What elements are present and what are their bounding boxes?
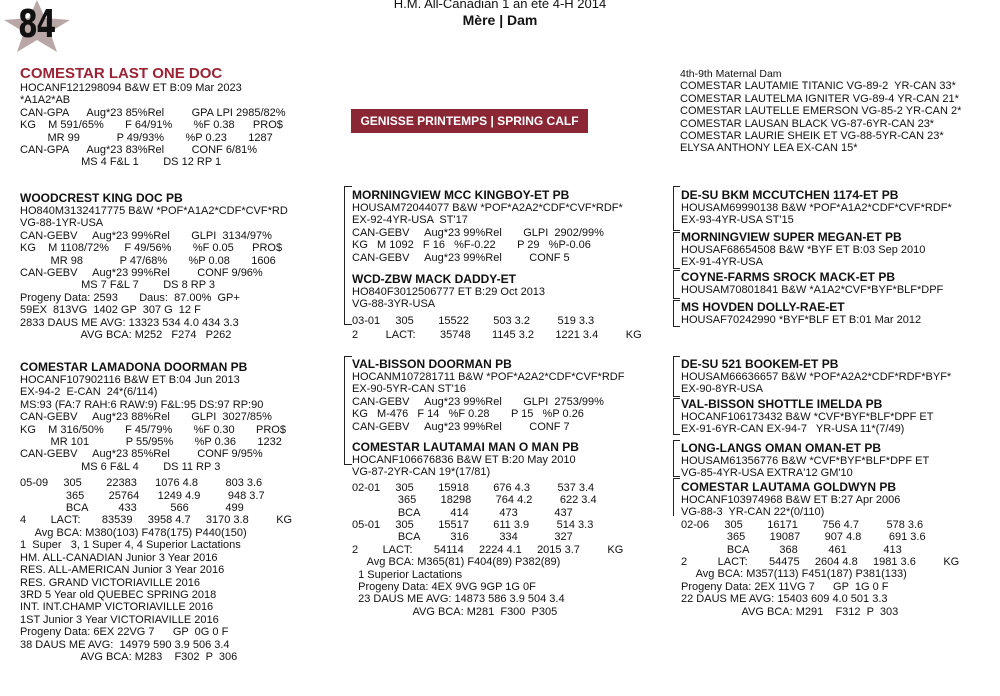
ancestor-name: MS HOVDEN DOLLY-RAE-ET	[681, 300, 845, 314]
dam-line: BCA 433 566 499	[20, 502, 244, 515]
pedigree-line: 03-01 305 15522 503 3.2 519 3.3	[352, 314, 595, 327]
maternal-line: COMESTAR LAUTELLE EMERSON VG-85-2 YR-CAN 2*	[680, 105, 962, 118]
dam-line: Avg BCA: M380(103) F478(175) P440(150)	[20, 526, 247, 539]
dam-line: Progeny Data: 6EX 22VG 7 GP 0G 0 F	[20, 626, 229, 639]
ancestor-name: MORNINGVIEW SUPER MEGAN-ET PB	[681, 230, 902, 244]
sire-line: HO840M3132417775 B&W *POF*A1A2*CDF*CVF*RD	[20, 205, 288, 217]
pedigree-line: BCA 368 461 413	[681, 543, 902, 556]
pedigree-line: 2 LACT: 35748 1145 3.2 1221 3.4 KG	[352, 329, 642, 342]
bracket-line	[673, 268, 680, 269]
ancestor-block	[681, 480, 959, 618]
pedigree-line: Avg BCA: M357(113) F451(187) P381(133)	[681, 568, 907, 581]
ancestor-name: LONG-LANGS OMAN OMAN-ET PB	[681, 441, 881, 455]
pedigree-line: Progeny Data: 2EX 11VG 7 GP 1G 0 F	[681, 580, 889, 593]
lot-number: 84	[18, 2, 55, 46]
bracket-line	[673, 300, 674, 326]
bracket-line	[673, 230, 680, 231]
dam-name: COMESTAR LAMADONA DOORMAN PB	[20, 360, 248, 374]
sire-block	[20, 191, 288, 341]
main-animal	[20, 65, 286, 169]
ancestor-block	[681, 300, 921, 326]
pedigree-line: Progeny Data: 4EX 9VG 9GP 1G 0F	[352, 581, 536, 594]
dam-line: MR 101 P 55/95% %P 0.36 1232	[20, 436, 282, 449]
main-animal-line: MS 4 F&L 1 DS 12 RP 1	[20, 156, 222, 169]
pedigree-line: EX-93-4YR-USA ST'15	[681, 214, 794, 227]
sire-line: VG-88-1YR-USA	[20, 217, 104, 230]
main-animal-line: HOCANF121298094 B&W ET B:09 Mar 2023	[20, 82, 242, 94]
pedigree-line: HOUSAM72044077 B&W *POF*A2A2*CDF*CVF*RDF*	[352, 202, 623, 214]
sire-line: MR 98 P 47/68% %P 0.08 1606	[20, 254, 276, 267]
pedigree-line: EX-90-5YR-CAN ST'16	[352, 383, 466, 396]
bracket-line	[673, 186, 674, 230]
pedigree-line: HOCANF106676836 B&W ET B:20 May 2010	[352, 454, 576, 466]
pedigree-line: 02-06 305 16171 756 4.7 578 3.6	[681, 518, 924, 531]
pedigree-line: 23 DAUS ME AVG: 14873 586 3.9 504 3.4	[352, 593, 565, 606]
pedigree-line: CAN-GEBV Aug*23 99%Rel GLPI 2753/99%	[352, 395, 604, 408]
bracket-line	[673, 476, 680, 477]
bracket-line	[344, 186, 352, 187]
maternal-line: COMESTAR LAURIE SHEIK ET VG-88-5YR-CAN 23*	[680, 130, 944, 143]
dam-sire-block	[352, 357, 624, 433]
ancestor-name: DE-SU BKM MCCUTCHEN 1174-ET PB	[681, 188, 899, 202]
bracket-line	[344, 356, 352, 357]
sire-line: CAN-GEBV Aug*23 99%Rel GLPI 3134/97%	[20, 229, 272, 242]
ancestor-name: COMESTAR LAUTAMA GOLDWYN PB	[681, 480, 897, 494]
page-title: H.M. All-Canadian 1 an été 4-H 2014	[393, 0, 607, 11]
spring-calf-badge: GENISSE PRINTEMPS | SPRING CALF	[351, 109, 588, 133]
bracket-line	[673, 356, 680, 357]
dam-line: 4 LACT: 83539 3958 4.7 3170 3.8 KG	[20, 514, 293, 527]
pedigree-line: CAN-GEBV Aug*23 99%Rel CONF 5	[352, 251, 570, 264]
pedigree-line: KG M-476 F 14 %F 0.28 P 15 %P 0.26	[352, 408, 584, 421]
pedigree-line: BCA 414 473 437	[352, 506, 573, 519]
main-animal-line: KG M 591/65% F 64/91% %F 0.38 PRO$	[20, 119, 283, 132]
pedigree-line: HOUSAF68654508 B&W *BYF ET B:03 Sep 2010	[681, 244, 926, 256]
dam-line: AVG BCA: M283 F302 P 306	[20, 650, 238, 663]
maternal-heading: 4th-9th Maternal Dam	[680, 68, 782, 80]
bracket-line	[673, 232, 674, 268]
bracket-line	[673, 270, 674, 298]
sire-line: AVG BCA: M252 F274 P262	[20, 329, 232, 342]
maternal-line: ELYSA ANTHONY LEA EX-CAN 15*	[680, 142, 858, 155]
dam-line: RES. ALL-AMERICAN Junior 3 Year 2016	[20, 564, 225, 577]
main-animal-name: COMESTAR LAST ONE DOC	[20, 65, 223, 82]
bracket-line	[673, 232, 680, 233]
dam-dam-name: COMESTAR LAUTAMAI MAN O MAN PB	[352, 440, 579, 454]
main-animal-line: CAN-GPA Aug*23 85%Rel GPA LPI 2985/82%	[20, 106, 286, 119]
dam-line: EX-94-2 E-CAN 24*(6/114)	[20, 386, 158, 399]
pedigree-line: HOCANF106173432 B&W *CVF*BYF*BLF*DPF ET	[681, 411, 934, 423]
pedigree-line: EX-91-4YR-USA	[681, 256, 763, 269]
dam-dam-block	[352, 440, 623, 618]
dam-line: 1ST Junior 3 Year VICTORIAVILLE 2016	[20, 613, 219, 626]
bracket-line	[673, 398, 674, 434]
sire-line: 2833 DAUS ME AVG: 13323 534 4.0 434 3.3	[20, 316, 239, 329]
pedigree-line: AVG BCA: M281 F300 P305	[352, 605, 558, 618]
pedigree-line: HOCANM107281711 B&W *POF*A2A2*CDF*CVF*RDF	[352, 371, 625, 383]
bracket-line	[344, 186, 345, 324]
pedigree-line: CAN-GEBV Aug*23 99%Rel GLPI 2902/99%	[352, 226, 604, 239]
sire-sire-name: MORNINGVIEW MCC KINGBOY-ET PB	[352, 188, 570, 202]
pedigree-line: 2 LACT: 54475 2604 4.8 1981 3.6 KG	[681, 556, 960, 569]
pedigree-line: 02-01 305 15918 676 4.3 537 3.4	[352, 481, 595, 494]
bracket-line	[673, 398, 680, 399]
bracket-line	[673, 326, 680, 327]
pedigree-line: 22 DAUS ME AVG: 15403 609 4.0 501 3.3	[681, 593, 888, 606]
pedigree-line: VG-85-4YR-USA EXTRA'12 GM'10	[681, 467, 853, 480]
ancestor-name: VAL-BISSON SHOTTLE IMELDA PB	[681, 397, 883, 411]
ancestor-name: COYNE-FARMS SROCK MACK-ET PB	[681, 270, 896, 284]
maternal-dams	[680, 68, 961, 155]
dam-line: 38 DAUS ME AVG: 14979 590 3.9 506 3.4	[20, 638, 230, 651]
dam-line: CAN-GEBV Aug*23 88%Rel GLPI 3027/85%	[20, 411, 272, 424]
dam-block	[20, 360, 292, 663]
pedigree-line: HOUSAM61356776 B&W *CVF*BYF*BLF*DPF ET	[681, 455, 930, 467]
pedigree-line: 365 19087 907 4.8 691 3.6	[681, 531, 926, 544]
pedigree-line: VG-88-3YR-USA	[352, 298, 436, 311]
bracket-line	[673, 356, 674, 396]
bracket-line	[344, 356, 345, 464]
pedigree-line: VG-87-2YR-CAN 19*(17/81)	[352, 466, 491, 479]
sire-line: MS 7 F&L 7 DS 8 RP 3	[20, 279, 216, 292]
ancestor-block	[681, 357, 951, 396]
dam-line: 05-09 305 22383 1076 4.8 803 3.6	[20, 477, 263, 490]
ancestor-block	[681, 270, 943, 296]
bracket-line	[673, 440, 680, 441]
maternal-line: COMESTAR LAUSAN BLACK VG-87-6YR-CAN 23*	[680, 117, 935, 130]
bracket-line	[344, 464, 352, 465]
sire-line: 59EX 813VG 1402 GP 307 G 12 F	[20, 304, 201, 317]
dam-line: RES. GRAND VICTORIAVILLE 2016	[20, 576, 200, 589]
bracket-line	[673, 434, 680, 435]
ancestor-block	[681, 188, 952, 227]
dam-line: 3RD 5 Year old QUEBEC SPRING 2018	[20, 588, 217, 601]
pedigree-line: 365 18298 764 4.2 622 3.4	[352, 494, 597, 507]
pedigree-line: HOUSAF70242990 *BYF*BLF ET B:01 Mar 2012	[681, 314, 922, 326]
pedigree-line: EX-91-6YR-CAN EX-94-7 YR-USA 11*(7/49)	[681, 423, 905, 436]
ancestor-block	[681, 230, 925, 269]
dam-line: HM. ALL-CANADIAN Junior 3 Year 2016	[20, 551, 218, 564]
pedigree-line: HOCANF103974968 B&W ET B:27 Apr 2006	[681, 494, 901, 506]
sire-sire-block	[352, 188, 623, 264]
bracket-line	[673, 300, 680, 301]
bracket-line	[673, 478, 680, 479]
dam-sire-name: VAL-BISSON DOORMAN PB	[352, 357, 512, 371]
pedigree-line: AVG BCA: M291 F312 P 303	[681, 605, 899, 618]
maternal-line: COMESTAR LAUTELMA IGNITER VG-89-4 YR-CAN 21*	[680, 92, 959, 105]
sire-dam-name: WCD-ZBW MACK DADDY-ET	[352, 272, 516, 286]
pedigree-line: EX-90-8YR-USA	[681, 383, 763, 396]
pedigree-line: VG-88-3 YR-CAN 22*(0/110)	[681, 506, 825, 519]
dam-line: MS 6 F&L 4 DS 11 RP 3	[20, 460, 221, 473]
pedigree-line: 2 LACT: 54114 2224 4.1 2015 3.7 KG	[352, 543, 624, 556]
pedigree-line: HOUSAM69990138 B&W *POF*A1A2*CDF*CVF*RDF*	[681, 202, 952, 214]
pedigree-line: EX-92-4YR-USA ST'17	[352, 214, 468, 227]
bracket-line	[673, 440, 674, 476]
page-subtitle: Mère | Dam	[462, 12, 538, 28]
pedigree-line: BCA 316 334 327	[352, 531, 573, 544]
bracket-line	[673, 186, 680, 187]
sire-name: WOODCREST KING DOC PB	[20, 191, 183, 205]
bracket-line	[673, 396, 680, 397]
bracket-line	[673, 478, 674, 516]
main-animal-line: MR 99 P 49/93% %P 0.23 1287	[20, 131, 273, 144]
main-animal-line: CAN-GPA Aug*23 83%Rel CONF 6/81%	[20, 144, 258, 157]
dam-line: INT. INT.CHAMP VICTORIAVILLE 2016	[20, 601, 214, 614]
ancestor-block	[681, 441, 929, 480]
dam-line: 365 25764 1249 4.9 948 3.7	[20, 489, 265, 502]
pedigree-line: CAN-GEBV Aug*23 99%Rel CONF 7	[352, 420, 570, 433]
pedigree-line: KG M 1092 F 16 %F-0.22 P 29 %P-0.06	[352, 239, 591, 252]
bracket-line	[673, 298, 680, 299]
sire-line: KG M 1108/72% F 49/56% %F 0.05 PRO$	[20, 242, 283, 255]
bracket-line	[673, 270, 680, 271]
sire-dam-block	[352, 272, 642, 342]
pedigree-line: HOUSAM66636657 B&W *POF*A2A2*CDF*RDF*BYF*	[681, 371, 952, 383]
dam-line: HOCANF107902116 B&W ET B:04 Jun 2013	[20, 374, 240, 386]
sire-line: CAN-GEBV Aug*23 99%Rel CONF 9/96%	[20, 267, 263, 280]
pedigree-line: 05-01 305 15517 611 3.9 514 3.3	[352, 519, 594, 532]
dam-line: MS:93 (FA:7 RAH:6 RAW:9) F&L:95 DS:97 RP:90	[20, 398, 264, 411]
maternal-line: COMESTAR LAUTAMIE TITANIC VG-89-2 YR-CAN 33*	[680, 80, 956, 93]
sire-line: Progeny Data: 2593 Daus: 87.00% GP+	[20, 291, 240, 304]
ancestor-name: DE-SU 521 BOOKEM-ET PB	[681, 357, 839, 371]
ancestor-block	[681, 397, 933, 436]
dam-line: 1 Super 3, 1 Super 4, 4 Superior Lactations	[20, 539, 241, 552]
pedigree-line: HO840F3012506777 ET B:29 Oct 2013	[352, 286, 546, 298]
pedigree-line: 1 Superior Lactations	[352, 568, 463, 581]
bracket-line	[344, 324, 352, 325]
pedigree-line: HOUSAM70801841 B&W *A1A2*CVF*BYF*BLF*DPF	[681, 284, 944, 296]
pedigree-line: Avg BCA: M365(81) F404(89) P382(89)	[352, 556, 561, 569]
dam-line: KG M 316/50% F 45/79% %F 0.30 PRO$	[20, 423, 286, 436]
dam-line: CAN-GEBV Aug*23 85%Rel CONF 9/95%	[20, 448, 263, 461]
main-animal-line: *A1A2*AB	[20, 94, 71, 107]
